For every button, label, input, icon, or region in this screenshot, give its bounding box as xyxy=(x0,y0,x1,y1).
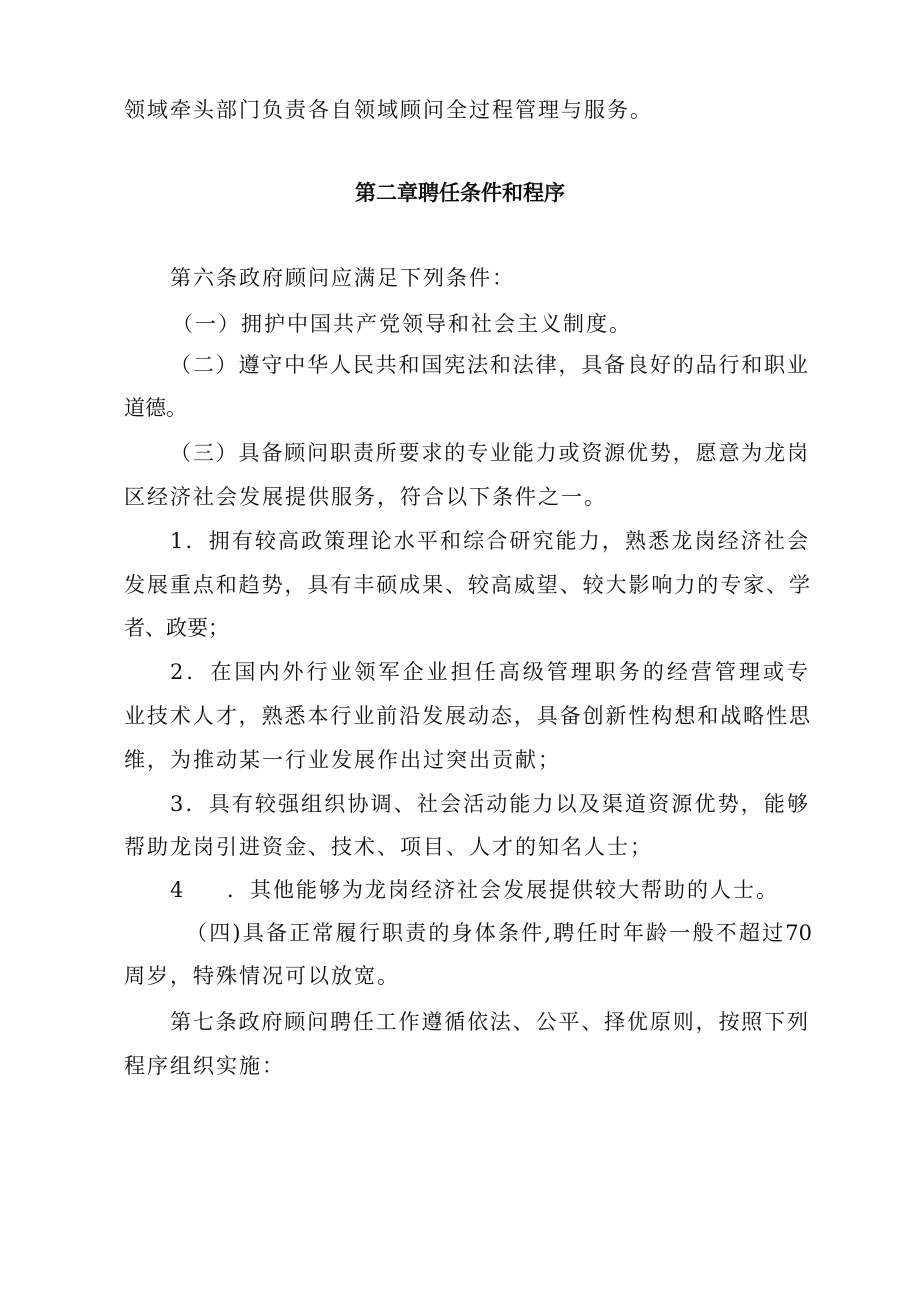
condition-4-line-2: 周岁，特殊情况可以放宽。 xyxy=(124,964,400,988)
article-6-intro: 第六条政府顾问应满足下列条件： xyxy=(170,266,515,290)
item-1-line-2: 发展重点和趋势，具有丰硕成果、较高威望、较大影响力的专家、学 xyxy=(124,573,810,597)
item-2-line-2: 业技术人才，熟悉本行业前沿发展动态，具备创新性构想和战略性思 xyxy=(124,704,810,728)
paragraph-line: 领域牵头部门负责各自领域顾问全过程管理与服务。 xyxy=(124,98,653,122)
condition-4-line-1: （四)具备正常履行职责的身体条件,聘任时年龄一般不超过70 xyxy=(186,921,812,945)
chapter-heading: 第二章聘任条件和程序 xyxy=(355,181,565,205)
item-2-line-3: 维，为推动某一行业发展作出过突出贡献； xyxy=(124,748,561,772)
condition-1: （一）拥护中国共产党领导和社会主义制度。 xyxy=(172,312,632,336)
item-3-line-1: 3．具有较强组织协调、社会活动能力以及渠道资源优势，能够 xyxy=(170,792,808,816)
item-4-text: ．其他能够为龙岗经济社会发展提供较大帮助的人士。 xyxy=(227,878,779,902)
condition-3-line-2: 区经济社会发展提供服务，符合以下条件之一。 xyxy=(124,485,607,509)
item-1-line-1: 1．拥有较高政策理论水平和综合研究能力，熟悉龙岗经济社会 xyxy=(170,529,808,553)
item-2-line-1: 2．在国内外行业领军企业担任高级管理职务的经营管理或专 xyxy=(170,660,808,684)
article-7-line-2: 程序组织实施： xyxy=(124,1054,285,1078)
item-4-number: 4 xyxy=(170,878,184,902)
condition-2-line-2: 道德。 xyxy=(124,396,187,420)
condition-2-line-1: （二）遵守中华人民共和国宪法和法律，具备良好的品行和职业 xyxy=(170,353,808,377)
item-1-line-3: 者、政要； xyxy=(124,616,229,640)
article-7-line-1: 第七条政府顾问聘任工作遵循依法、公平、择优原则，按照下列 xyxy=(170,1010,808,1034)
item-3-line-2: 帮助龙岗引进资金、技术、项目、人才的知名人士； xyxy=(124,835,653,859)
condition-3-line-1: （三）具备顾问职责所要求的专业能力或资源优势，愿意为龙岗 xyxy=(170,441,808,465)
